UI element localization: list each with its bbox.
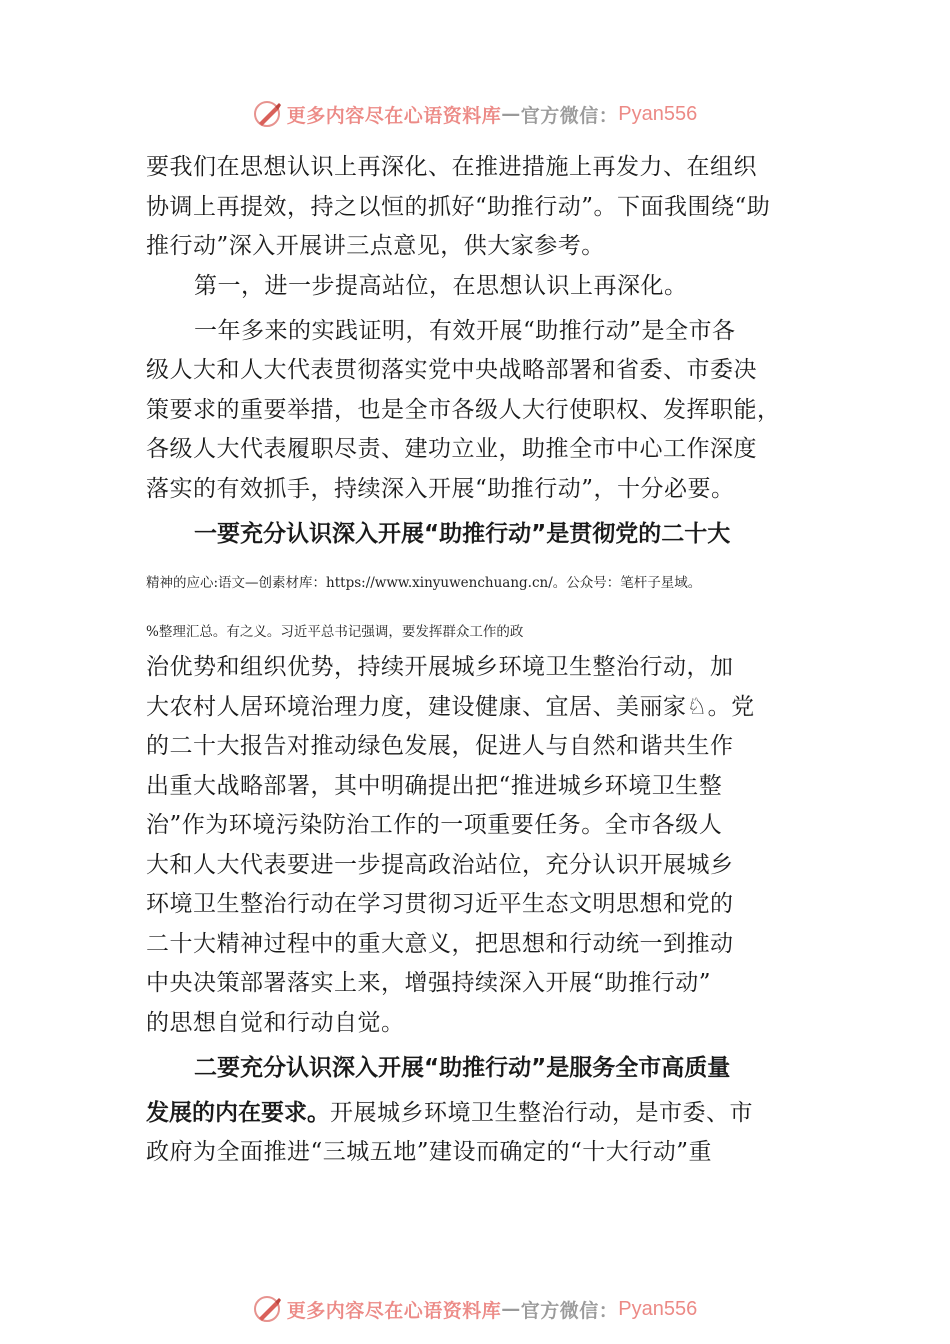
text-line: 政府为全面推进“三城五地”建设而确定的“十大行动”重 xyxy=(146,1139,713,1165)
text-line: 治”作为环境污染防治工作的一项重要任务。全市各级人 xyxy=(146,812,723,838)
text-line: 协调上再提效，持之以恒的抓好“助推行动”。下面我围绕“助 xyxy=(146,194,771,220)
text-line: 一年多来的实践证明，有效开展“助推行动”是全市各 xyxy=(194,318,736,344)
text-line: 的思想自觉和行动自觉。 xyxy=(146,1010,405,1036)
text-line: 的二十大报告对推动绿色发展，促进人与自然和谐共生作 xyxy=(146,733,734,759)
text-line: 级人大和人大代表贯彻落实党中央战略部署和省委、市委决 xyxy=(146,357,757,383)
bold-lead: 发展的内在要求。 xyxy=(146,1100,330,1126)
bold-subheading: 一要充分认识深入开展“助推行动”是贯彻党的二十大 xyxy=(194,521,731,547)
wechat-label: 官方微信： xyxy=(520,104,619,127)
bold-subheading: 二要充分认识深入开展“助推行动”是服务全市高质量 xyxy=(194,1055,731,1081)
wechat-id: Pyan556 xyxy=(618,102,698,125)
brand-text: 更多内容尽在心语资料库 xyxy=(286,1299,502,1322)
brand-text: 更多内容尽在心语资料库 xyxy=(286,104,502,127)
text-line: 落实的有效抓手，持续深入开展“助推行动”，十分必要。 xyxy=(146,476,735,502)
text-line: 各级人大代表履职尽责、建功立业，助推全市中心工作深度 xyxy=(146,436,757,462)
header-banner xyxy=(0,94,950,134)
text-line: 中央决策部署落实上来，增强持续深入开展“助推行动” xyxy=(146,970,712,996)
watermark-line: %整理汇总。有之义。习近平总书记强调，要发挥群众工作的政 xyxy=(146,624,524,640)
text-line: 二十大精神过程中的重大意义，把思想和行动统一到推动 xyxy=(146,931,734,957)
text-line: 出重大战略部署，其中明确提出把“推进城乡环境卫生整 xyxy=(146,773,723,799)
regular-continuation: 开展城乡环境卫生整治行动，是市委、市 xyxy=(330,1100,753,1126)
text-line: 大和人大代表要进一步提高政治站位，充分认识开展城乡 xyxy=(146,852,734,878)
wechat-label: 官方微信： xyxy=(520,1299,619,1322)
text-line: 治优势和组织优势，持续开展城乡环境卫生整治行动，加 xyxy=(146,654,734,680)
dash: — xyxy=(501,103,521,125)
pen-logo-icon xyxy=(253,1294,283,1324)
pen-logo-icon xyxy=(253,99,283,129)
footer-banner xyxy=(0,1289,950,1329)
text-line: 策要求的重要举措，也是全市各级人大行使职权、发挥职能， xyxy=(146,397,781,423)
text-line: 推行动”深入开展讲三点意见，供大家参考。 xyxy=(146,233,605,259)
text-line: 大农村人居环境治理力度，建设健康、宜居、美丽家♘。党 xyxy=(146,694,755,720)
text-line: 要我们在思想认识上再深化、在推进措施上再发力、在组织 xyxy=(146,154,757,180)
mixed-line xyxy=(146,1098,753,1128)
text-line: 环境卫生整治行动在学习贯彻习近平生态文明思想和党的 xyxy=(146,891,734,917)
watermark-line: 精神的应心:语文—创素材库：https://www.xinyuwenchuang.cn/。公众号：笔杆子星域。 xyxy=(146,575,702,591)
wechat-id: Pyan556 xyxy=(618,1297,698,1320)
section-heading: 第一，进一步提高站位，在思想认识上再深化。 xyxy=(194,273,688,299)
dash: — xyxy=(501,1298,521,1320)
